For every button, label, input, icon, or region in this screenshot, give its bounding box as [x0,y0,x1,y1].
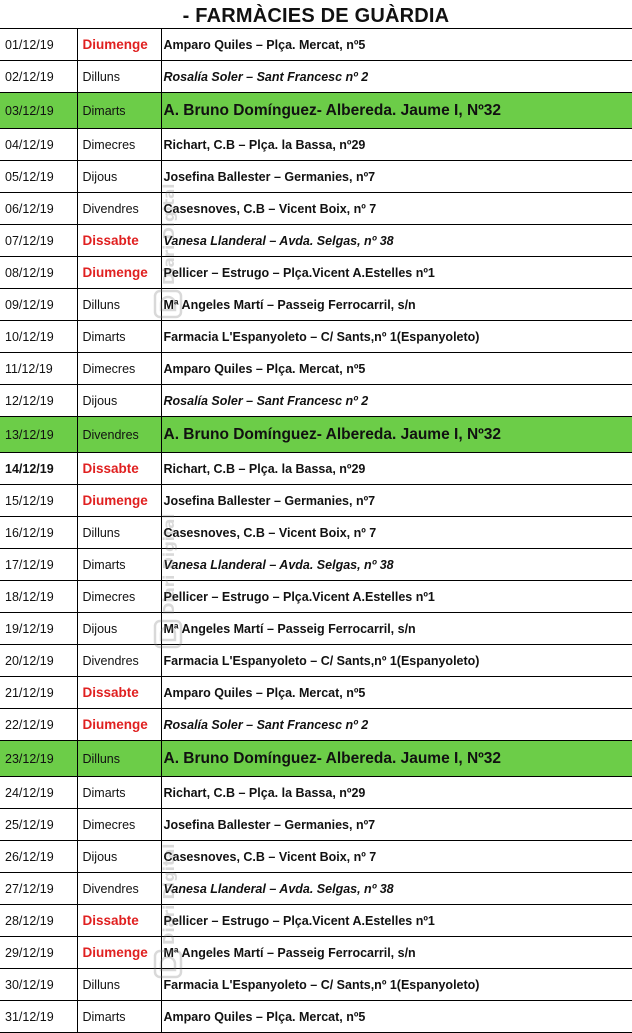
table-row [0,161,632,193]
pharmacy-cell: Mª Angeles Martí – Passeig Ferrocarril, s/n [161,613,632,645]
table-row [0,841,632,873]
date-cell: 29/12/19 [0,937,77,969]
table-row [0,257,632,289]
svg-text:Diari Digital: Diari Digital [160,843,178,945]
weekday-cell: Dimarts [77,549,161,581]
date-cell: 24/12/19 [0,777,77,809]
weekday-cell: Dilluns [77,969,161,1001]
weekday-cell: Dissabte [77,225,161,257]
date-cell: 03/12/19 [0,93,77,129]
svg-text:Diari Digital: Diari Digital [160,513,178,615]
table-row [0,225,632,257]
weekday-cell: Diumenge [77,257,161,289]
date-cell: 20/12/19 [0,645,77,677]
weekday-cell: Diumenge [77,485,161,517]
date-cell: 05/12/19 [0,161,77,193]
pharmacy-cell: Richart, C.B – Plça. la Bassa, nº29 [161,453,632,485]
date-cell: 26/12/19 [0,841,77,873]
table-row [0,193,632,225]
date-cell: 21/12/19 [0,677,77,709]
pharmacy-cell: Richart, C.B – Plça. la Bassa, nº29 [161,129,632,161]
table-row [0,937,632,969]
date-cell: 28/12/19 [0,905,77,937]
weekday-cell: Dissabte [77,677,161,709]
pharmacy-cell: Amparo Quiles – Plça. Mercat, nº5 [161,677,632,709]
date-cell: 07/12/19 [0,225,77,257]
weekday-cell: Dissabte [77,905,161,937]
date-cell: 06/12/19 [0,193,77,225]
date-cell: 19/12/19 [0,613,77,645]
pharmacy-cell: A. Bruno Domínguez- Albereda. Jaume I, Nº32 [161,741,632,777]
pharmacy-cell: Casesnoves, C.B – Vicent Boix, nº 7 [161,193,632,225]
weekday-cell: Dilluns [77,289,161,321]
weekday-cell: Diumenge [77,29,161,61]
svg-text:Diari Digital: Diari Digital [160,183,178,285]
pharmacy-cell: Josefina Ballester – Germanies, nº7 [161,161,632,193]
table-row [0,809,632,841]
table-row [0,613,632,645]
pharmacy-cell: Richart, C.B – Plça. la Bassa, nº29 [161,777,632,809]
table-row [0,485,632,517]
table-row [0,417,632,453]
weekday-cell: Divendres [77,193,161,225]
weekday-cell: Dimecres [77,809,161,841]
table-row [0,93,632,129]
pharmacy-cell: Farmacia L'Espanyoleto – C/ Sants,nº 1(Espanyoleto) [161,321,632,353]
weekday-cell: Dilluns [77,741,161,777]
weekday-cell: Dimecres [77,581,161,613]
date-cell: 12/12/19 [0,385,77,417]
date-cell: 08/12/19 [0,257,77,289]
pharmacy-cell: Vanesa Llanderal – Avda. Selgas, nº 38 [161,873,632,905]
schedule-body [0,29,632,1033]
pharmacy-cell: Vanesa Llanderal – Avda. Selgas, nº 38 [161,549,632,581]
pharmacy-cell: Pellicer – Estrugo – Plça.Vicent A.Estelles nº1 [161,257,632,289]
pharmacy-cell: Amparo Quiles – Plça. Mercat, nº5 [161,29,632,61]
weekday-cell: Dimecres [77,353,161,385]
pharmacy-cell: Rosalía Soler – Sant Francesc nº 2 [161,709,632,741]
page-title: - FARMÀCIES DE GUÀRDIA [182,5,450,27]
table-row [0,741,632,777]
table-row [0,353,632,385]
weekday-cell: Dilluns [77,517,161,549]
pharmacy-cell: Farmacia L'Espanyoleto – C/ Sants,nº 1(Espanyoleto) [161,645,632,677]
weekday-cell: Divendres [77,417,161,453]
date-cell: 16/12/19 [0,517,77,549]
weekday-cell: Dijous [77,161,161,193]
table-row [0,969,632,1001]
date-cell: 18/12/19 [0,581,77,613]
date-cell: 02/12/19 [0,61,77,93]
date-cell: 09/12/19 [0,289,77,321]
pharmacy-cell: Rosalía Soler – Sant Francesc nº 2 [161,385,632,417]
date-cell: 22/12/19 [0,709,77,741]
date-cell: 15/12/19 [0,485,77,517]
pharmacy-cell: Farmacia L'Espanyoleto – C/ Sants,nº 1(Espanyoleto) [161,969,632,1001]
date-cell: 13/12/19 [0,417,77,453]
pharmacy-cell: A. Bruno Domínguez- Albereda. Jaume I, Nº32 [161,417,632,453]
pharmacy-cell: Pellicer – Estrugo – Plça.Vicent A.Estelles nº1 [161,905,632,937]
weekday-cell: Divendres [77,873,161,905]
pharmacy-cell: Mª Angeles Martí – Passeig Ferrocarril, s/n [161,289,632,321]
date-cell: 30/12/19 [0,969,77,1001]
weekday-cell: Dissabte [77,453,161,485]
table-row [0,581,632,613]
weekday-cell: Dimarts [77,777,161,809]
date-cell: 27/12/19 [0,873,77,905]
date-cell: 17/12/19 [0,549,77,581]
table-row [0,549,632,581]
table-row [0,517,632,549]
table-row [0,29,632,61]
weekday-cell: Dimarts [77,1001,161,1033]
table-row [0,709,632,741]
pharmacy-cell: Vanesa Llanderal – Avda. Selgas, nº 38 [161,225,632,257]
date-cell: 01/12/19 [0,29,77,61]
table-row [0,677,632,709]
date-cell: 10/12/19 [0,321,77,353]
date-cell: 31/12/19 [0,1001,77,1033]
weekday-cell: Diumenge [77,709,161,741]
table-row [0,873,632,905]
date-cell: 11/12/19 [0,353,77,385]
weekday-cell: Dijous [77,613,161,645]
table-row [0,453,632,485]
weekday-cell: Dimarts [77,93,161,129]
table-row [0,385,632,417]
weekday-cell: Divendres [77,645,161,677]
table-row [0,1001,632,1033]
weekday-cell: Dijous [77,385,161,417]
pharmacy-cell: Josefina Ballester – Germanies, nº7 [161,809,632,841]
weekday-cell: Dimarts [77,321,161,353]
weekday-cell: Dijous [77,841,161,873]
weekday-cell: Dimecres [77,129,161,161]
date-cell: 25/12/19 [0,809,77,841]
table-row [0,777,632,809]
pharmacy-cell: Rosalía Soler – Sant Francesc nº 2 [161,61,632,93]
date-cell: 14/12/19 [0,453,77,485]
date-cell: 04/12/19 [0,129,77,161]
pharmacy-cell: Casesnoves, C.B – Vicent Boix, nº 7 [161,841,632,873]
pharmacy-duty-table [0,28,632,1033]
pharmacy-cell: Casesnoves, C.B – Vicent Boix, nº 7 [161,517,632,549]
pharmacy-cell: Mª Angeles Martí – Passeig Ferrocarril, s/n [161,937,632,969]
table-row [0,289,632,321]
table-row [0,61,632,93]
pharmacy-cell: Josefina Ballester – Germanies, nº7 [161,485,632,517]
table-row [0,321,632,353]
weekday-cell: Dilluns [77,61,161,93]
pharmacy-cell: Amparo Quiles – Plça. Mercat, nº5 [161,1001,632,1033]
date-cell: 23/12/19 [0,741,77,777]
table-row [0,905,632,937]
weekday-cell: Diumenge [77,937,161,969]
pharmacy-cell: A. Bruno Domínguez- Albereda. Jaume I, Nº32 [161,93,632,129]
table-row [0,645,632,677]
pharmacy-cell: Pellicer – Estrugo – Plça.Vicent A.Estelles nº1 [161,581,632,613]
table-row [0,129,632,161]
pharmacy-cell: Amparo Quiles – Plça. Mercat, nº5 [161,353,632,385]
